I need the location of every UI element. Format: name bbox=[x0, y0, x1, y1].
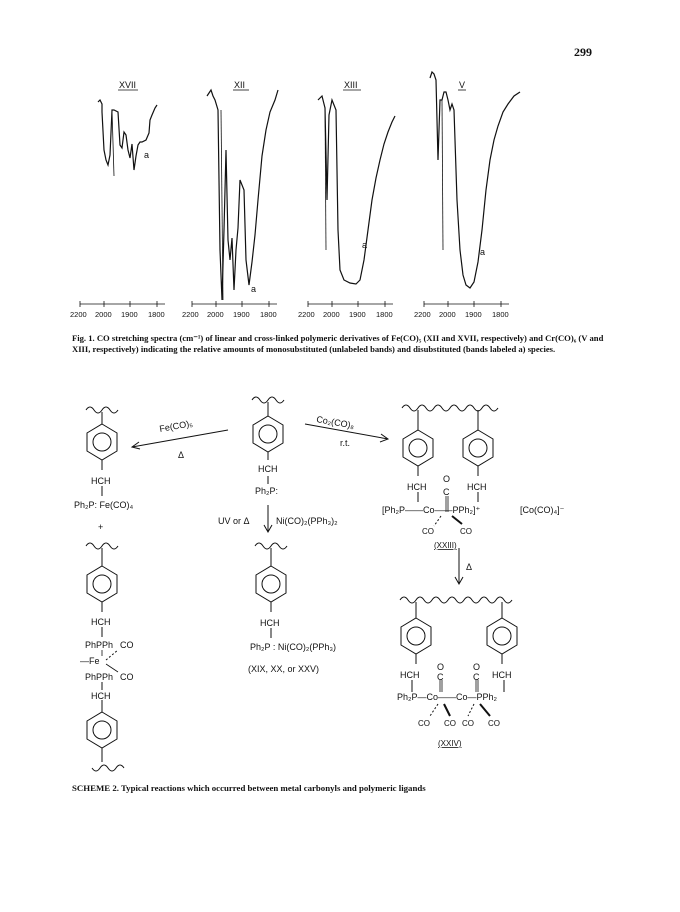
reagent-co2-co8: Co₂(CO)₈ bbox=[315, 414, 356, 431]
tick-label: 2000 bbox=[207, 310, 224, 319]
tick-label: 1900 bbox=[465, 310, 482, 319]
rt-ion: [Ph₂P——Co——PPh₂]⁺ bbox=[382, 505, 481, 515]
rb-c2: C bbox=[473, 672, 480, 682]
tick-label: 2200 bbox=[182, 310, 199, 319]
center-ph2p: Ph₂P: bbox=[255, 486, 279, 496]
tick-label: 1900 bbox=[349, 310, 366, 319]
reagent-fe-co5: Fe(CO)₅ bbox=[158, 418, 194, 434]
tick-label: 1800 bbox=[148, 310, 165, 319]
reagent-uv-heat: UV or Δ bbox=[218, 516, 250, 526]
rt-hch-left: HCH bbox=[407, 482, 427, 492]
left-fe-complex: Ph₂P: Fe(CO)₄ bbox=[74, 500, 134, 510]
polymer-backbone bbox=[92, 765, 124, 771]
rb-c1: C bbox=[437, 672, 444, 682]
figure-caption: Fig. 1. CO stretching spectra (cm⁻¹) of linear and cross-linked polymeric derivatives of Fe(CO)₅ (XII and XVII, respectively) and Cr(CO)₆ (V and XIII, respectively) indicating the relative amounts of monosubstituted (unlabeled bands) and disubstituted (bands labeled a) species. bbox=[72, 333, 604, 354]
rt-counter-ion: [Co(CO)₄]⁻ bbox=[520, 505, 565, 515]
band-label-xii: a bbox=[251, 284, 257, 294]
benzene-ring bbox=[487, 602, 517, 664]
band-label-v: a bbox=[480, 247, 486, 257]
tick-label: 1900 bbox=[121, 310, 138, 319]
rt-hch-right: HCH bbox=[467, 482, 487, 492]
tick-label: 2200 bbox=[414, 310, 431, 319]
tick-label: 2200 bbox=[298, 310, 315, 319]
page-number: 299 bbox=[574, 45, 592, 59]
tick-label: 2000 bbox=[439, 310, 456, 319]
tick-label: 1800 bbox=[492, 310, 509, 319]
plus-sign: + bbox=[98, 522, 104, 532]
polymer-backbone bbox=[400, 597, 512, 603]
reagent-ni-complex: Ni(CO)₂(PPh₃)₂ bbox=[276, 516, 338, 526]
left-hch: HCH bbox=[91, 476, 111, 486]
tick-label: 1800 bbox=[376, 310, 393, 319]
tick-label: 1800 bbox=[260, 310, 277, 319]
rt-co-right: CO bbox=[460, 527, 472, 536]
rt-co-left: CO bbox=[422, 527, 434, 536]
lb-hch-top: HCH bbox=[91, 617, 111, 627]
reagent-heat-left: Δ bbox=[178, 450, 185, 460]
tick-label: 2200 bbox=[70, 310, 87, 319]
benzene-ring bbox=[87, 700, 117, 762]
rb-o2: O bbox=[473, 662, 481, 672]
cp-ids: (XIX, XX, or XXV) bbox=[248, 664, 320, 674]
benzene-ring bbox=[256, 548, 286, 612]
panel-label-xiii: XIII bbox=[344, 80, 358, 90]
spectrum-v bbox=[430, 72, 520, 288]
rb-co2: CO bbox=[444, 719, 456, 728]
benzene-ring bbox=[253, 402, 283, 460]
lb-hch-bottom: HCH bbox=[91, 691, 111, 701]
band-label-xvii: a bbox=[144, 150, 150, 160]
benzene-ring bbox=[403, 410, 433, 476]
center-hch: HCH bbox=[258, 464, 278, 474]
rb-o1: O bbox=[437, 662, 445, 672]
rb-id: (XXIV) bbox=[438, 739, 462, 748]
rt-c: C bbox=[443, 487, 450, 497]
scheme-caption: SCHEME 2. Typical reactions which occurred between metal carbonyls and polymeric ligands bbox=[72, 783, 426, 793]
rb-chain: Ph₂P—Co——Co—PPh₂ bbox=[397, 692, 498, 702]
panel-label-xvii: XVII bbox=[119, 80, 137, 90]
rb-hch-right: HCH bbox=[492, 670, 512, 680]
cp-hch: HCH bbox=[260, 618, 280, 628]
lb-phpph-bottom: PhPPh bbox=[85, 672, 114, 682]
cp-ni-complex: Ph₂P : Ni(CO)₂(PPh₃) bbox=[250, 642, 337, 652]
rb-co3: CO bbox=[462, 719, 474, 728]
polymer-backbone bbox=[402, 405, 498, 411]
panel-label-xii: XII bbox=[234, 80, 246, 90]
rt-id: (XXIII) bbox=[434, 541, 457, 550]
benzene-ring bbox=[87, 412, 117, 470]
benzene-ring bbox=[87, 548, 117, 612]
spectrum-xii bbox=[207, 90, 278, 300]
arrow-fe bbox=[132, 430, 228, 447]
lb-co-bottom: CO bbox=[120, 672, 134, 682]
lb-phpph-top: PhPPh bbox=[85, 640, 114, 650]
benzene-ring bbox=[401, 602, 431, 664]
rb-co4: CO bbox=[488, 719, 500, 728]
tick-label: 2000 bbox=[323, 310, 340, 319]
lb-co-top: CO bbox=[120, 640, 134, 650]
reagent-rt: r.t. bbox=[340, 438, 351, 448]
rb-hch-left: HCH bbox=[400, 670, 420, 680]
spectrum-xiii bbox=[318, 96, 395, 284]
rb-co1: CO bbox=[418, 719, 430, 728]
panel-label-v: V bbox=[459, 80, 466, 90]
benzene-ring bbox=[463, 410, 493, 476]
band-label-xiii: a bbox=[362, 240, 368, 250]
reagent-heat-right: Δ bbox=[466, 562, 473, 572]
tick-label: 1900 bbox=[233, 310, 250, 319]
tick-label: 2000 bbox=[95, 310, 112, 319]
rt-o: O bbox=[443, 474, 451, 484]
lb-fe: —Fe bbox=[80, 656, 100, 666]
